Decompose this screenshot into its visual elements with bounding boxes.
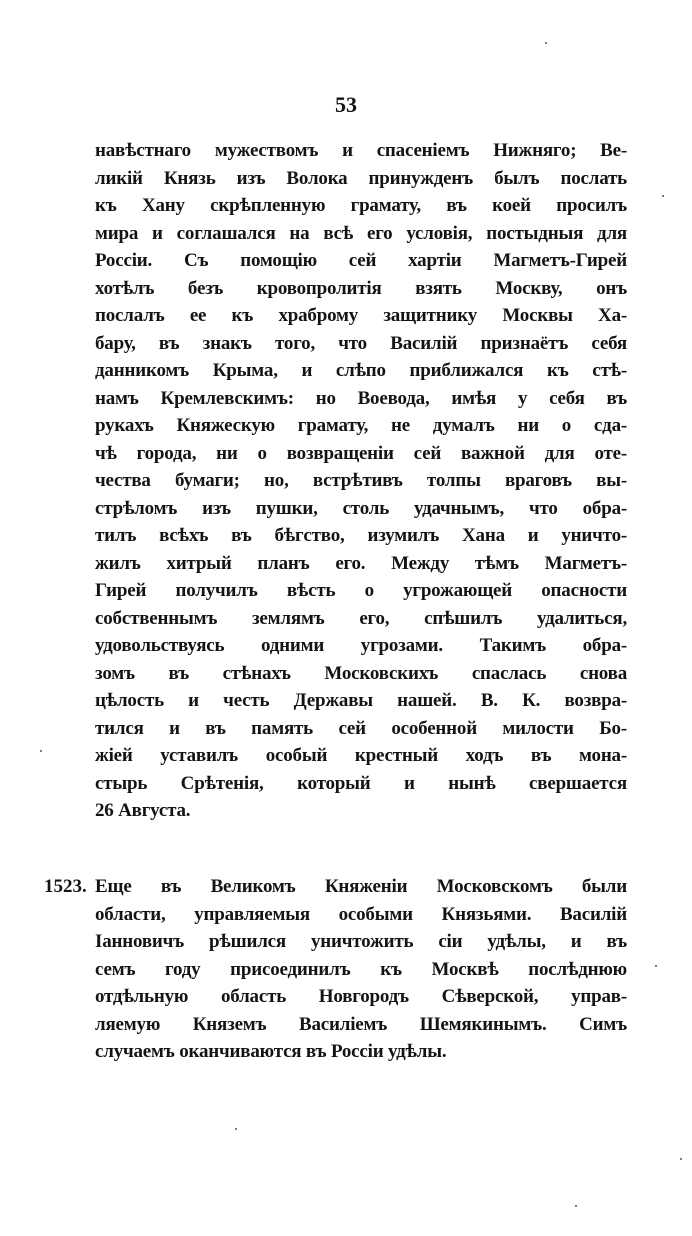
text-line: ликій Князь изъ Волока принужденъ былъ послать (95, 167, 627, 189)
paper-speck (235, 1128, 237, 1130)
text-line: къ Хану скрѣпленную грамату, въ коей просилъ (95, 195, 627, 216)
text-line: хотѣлъ безъ кровопролитія взять Москву, онъ (95, 277, 627, 299)
text-line: случаемъ оканчиваются въ Россіи удѣлы. (95, 1041, 447, 1062)
paper-speck (662, 195, 664, 197)
text-line: удовольствуясь одними угрозами. Такимъ обра- (95, 635, 627, 656)
text-line: Россіи. Съ помощію сей хартіи Магметъ-Гирей (95, 250, 627, 271)
text-line: области, управляемыя особыми Князьями. Василій (95, 903, 627, 925)
text-line: цѣлость и честь Державы нашей. В. К. возвра- (95, 690, 627, 711)
text-line: семъ году присоединилъ къ Москвѣ послѣднюю (95, 958, 627, 980)
paper-speck (680, 1158, 682, 1160)
text-line: Гирей получилъ вѣсть о угрожающей опасности (95, 580, 627, 601)
text-line: послалъ ее къ храброму защитнику Москвы Ха- (95, 305, 627, 326)
text-line: стырь Срѣтенія, который и нынѣ свершается (95, 772, 627, 794)
text-line: чѣ города, ни о возвращеніи сей важной для оте- (95, 442, 627, 464)
paper-speck (655, 965, 657, 967)
text-line: Іанновичъ рѣшился уничтожить сіи удѣлы, и въ (95, 931, 627, 952)
text-line: рукахъ Княжескую грамату, не думалъ ни о сда- (95, 415, 627, 436)
margin-year-note: 1523. (44, 876, 87, 897)
text-line: жіей уставилъ особый крестный ходъ въ мона- (95, 745, 627, 766)
paper-speck (40, 750, 42, 752)
paper-speck (545, 42, 547, 44)
text-line: жилъ хитрый планъ его. Между тѣмъ Магметъ- (95, 552, 627, 574)
text-line: намъ Кремлевскимъ: но Воевода, имѣя у себя въ (95, 387, 627, 409)
text-line: навѣстнаго мужествомъ и спасеніемъ Нижняго; Ве- (95, 140, 627, 161)
page-number: 53 (335, 92, 357, 117)
text-line: тился и въ память сей особенной милости Бо- (95, 717, 627, 739)
paper-speck (575, 1205, 577, 1207)
text-line: стрѣломъ изъ пушки, столь удачнымъ, что обра- (95, 497, 627, 519)
text-line: мира и соглашался на всѣ его условія, постыдныя для (95, 222, 627, 244)
text-line: чества бумаги; но, встрѣтивъ толпы враговъ вы- (95, 470, 627, 491)
text-line: отдѣльную область Новгородъ Сѣверской, управ- (95, 986, 627, 1007)
text-line: бару, въ знакъ того, что Василій признаётъ себя (95, 332, 627, 354)
text-line: зомъ въ стѣнахъ Московскихъ спаслась снова (95, 662, 627, 684)
text-line: данникомъ Крыма, и слѣпо приближался къ стѣ- (95, 360, 627, 381)
text-line: 26 Августа. (95, 800, 191, 821)
text-line: тилъ всѣхъ въ бѣгство, изумилъ Хана и уничто- (95, 525, 627, 546)
text-line: Еще въ Великомъ Княженіи Московскомъ были (95, 876, 627, 897)
paragraph-2 (95, 873, 627, 1066)
text-line: собственнымъ землямъ его, спѣшилъ удалиться, (95, 607, 627, 629)
paragraph-1 (95, 137, 627, 825)
text-line: ляемую Княземъ Василіемъ Шемякинымъ. Симъ (95, 1013, 627, 1035)
